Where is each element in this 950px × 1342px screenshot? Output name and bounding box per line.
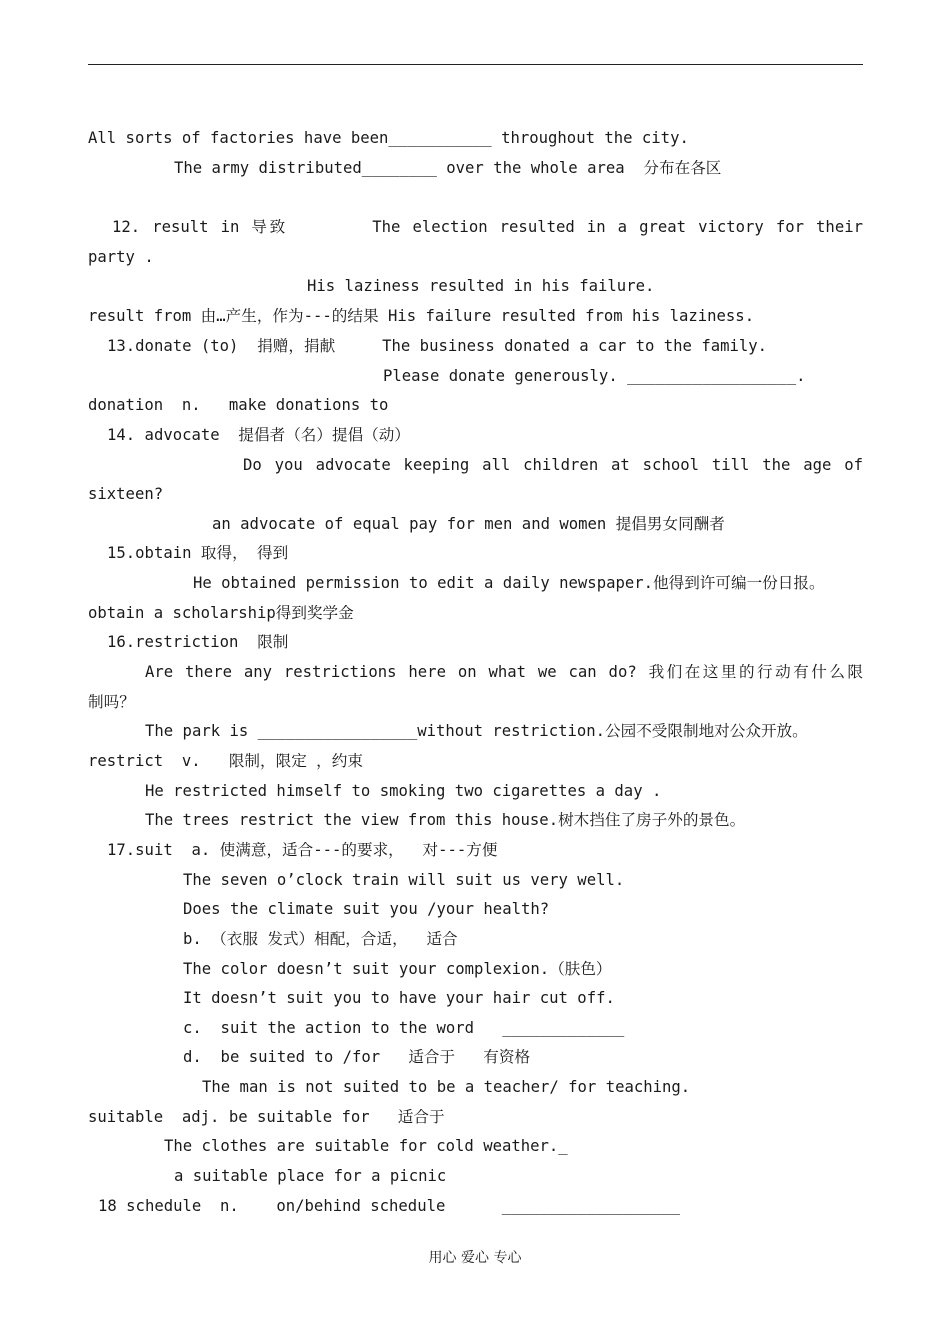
item-13-heading: 13.donate (to) 捐赠，捐献 The business donated a car to the family. [107, 337, 768, 355]
text-line-18: Are there any restrictions here on what we can do? 我们在这里的行动有什么限 [145, 663, 863, 681]
text-line-15: He obtained permission to edit a daily newspaper.他得到许可编一份日报。 [193, 574, 825, 592]
text-line-27: b. （衣服 发式）相配，合适， 适合 [183, 930, 458, 948]
item-14-heading: 14. advocate 提倡者（名）提倡（动） [107, 426, 410, 444]
text-line-34: The clothes are suitable for cold weather._ [164, 1137, 568, 1155]
text-line-29: It doesn’t suit you to have your hair cut off. [183, 989, 615, 1007]
text-line-12: sixteen? [88, 485, 164, 503]
text-line-30: c. suit the action to the word _____________ [183, 1019, 625, 1037]
text-line-5: His laziness resulted in his failure. [307, 277, 655, 295]
text-line-25: The seven o’clock train will suit us very well. [183, 871, 625, 889]
item-17-heading: 17.suit a. 使满意，适合---的要求， 对---方便 [107, 841, 498, 859]
text-line-32: The man is not suited to be a teacher/ for teaching. [202, 1078, 691, 1096]
text-line-35: a suitable place for a picnic [174, 1167, 447, 1185]
item-18-heading: 18 schedule n. on/behind schedule ___________________ [98, 1197, 681, 1215]
item-15-heading: 15.obtain 取得， 得到 [107, 544, 289, 562]
text-line-26: Does the climate suit you /your health? [183, 900, 550, 918]
item-16-heading: 16.restriction 限制 [107, 633, 289, 651]
text-line-23: The trees restrict the view from this house.树木挡住了房子外的景色。 [145, 811, 746, 829]
text-line-11: Do you advocate keeping all children at school till the age of [243, 456, 863, 474]
text-line-33: suitable adj. be suitable for 适合于 [88, 1108, 445, 1126]
item-12-heading: 12. result in 导致 The election resulted in a great victory for their [112, 218, 863, 236]
text-line-22: He restricted himself to smoking two cigarettes a day . [145, 782, 662, 800]
text-line-20: The park is _________________without restriction.公园不受限制地对公众开放。 [145, 722, 808, 740]
text-line-4: party . [88, 248, 154, 266]
text-line-1: All sorts of factories have been___________ throughout the city. [88, 129, 689, 147]
text-line-13: an advocate of equal pay for men and women 提倡男女同酬者 [212, 515, 725, 533]
text-line-9: donation n. make donations to [88, 396, 389, 414]
text-line-2: The army distributed________ over the whole area 分布在各区 [174, 159, 722, 177]
text-line-21: restrict v. 限制，限定 ，约束 [88, 752, 363, 770]
text-line-19: 制吗？ [88, 693, 135, 711]
text-line-6: result from 由…产生，作为---的结果 His failure resulted from his laziness. [88, 307, 755, 325]
text-line-28: The color doesn’t suit your complexion.（肤色） [183, 960, 612, 978]
page-footer: 用心 爱心 专心 [428, 1250, 522, 1266]
text-line-31: d. be suited to /for 适合于 有资格 [183, 1048, 531, 1066]
header-rule [88, 64, 863, 65]
text-line-16: obtain a scholarship得到奖学金 [88, 604, 354, 622]
text-line-8: Please donate generously. __________________. [383, 367, 806, 385]
